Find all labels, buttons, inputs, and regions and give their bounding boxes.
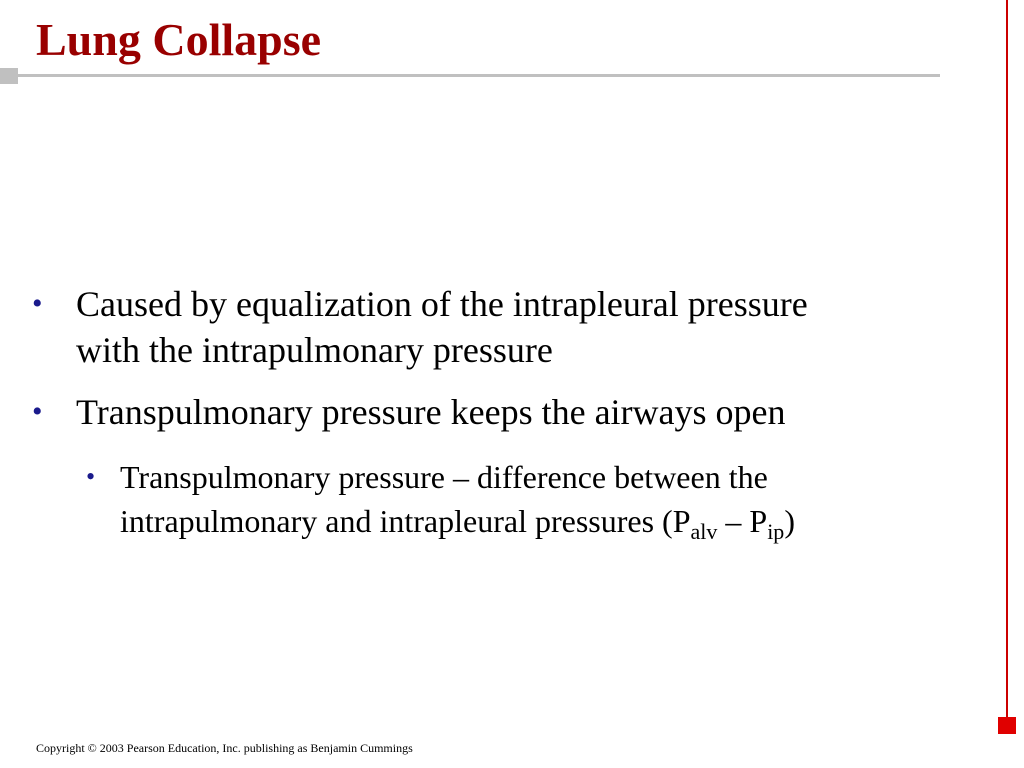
bullet-dot: • bbox=[32, 395, 43, 428]
bullet-item-transpulmonary bbox=[32, 389, 786, 435]
slide-title: Lung Collapse bbox=[36, 14, 322, 65]
bullet-text: Transpulmonary pressure – difference between the bbox=[120, 459, 768, 495]
bullet-text: with the intrapulmonary pressure bbox=[76, 330, 553, 370]
bullet-dot: • bbox=[32, 287, 43, 320]
bullet-text-formula bbox=[120, 499, 795, 543]
bullet-item-equalization bbox=[32, 281, 808, 373]
bullet-text: Caused by equalization of the intrapleural pressure bbox=[76, 284, 808, 324]
formula-prefix: intrapulmonary and intrapleural pressures (P bbox=[120, 503, 691, 539]
subscript-ip: ip bbox=[767, 519, 785, 544]
bullet-text: Transpulmonary pressure keeps the airways open bbox=[76, 392, 786, 432]
subscript-alv: alv bbox=[690, 519, 718, 544]
bullet-dot: • bbox=[86, 462, 96, 491]
copyright-footer: Copyright © 2003 Pearson Education, Inc. publishing as Benjamin Cummings bbox=[36, 741, 413, 755]
formula-close: ) bbox=[784, 503, 795, 539]
formula-minus: – P bbox=[717, 503, 768, 539]
sub-bullet-item-definition bbox=[86, 455, 795, 544]
